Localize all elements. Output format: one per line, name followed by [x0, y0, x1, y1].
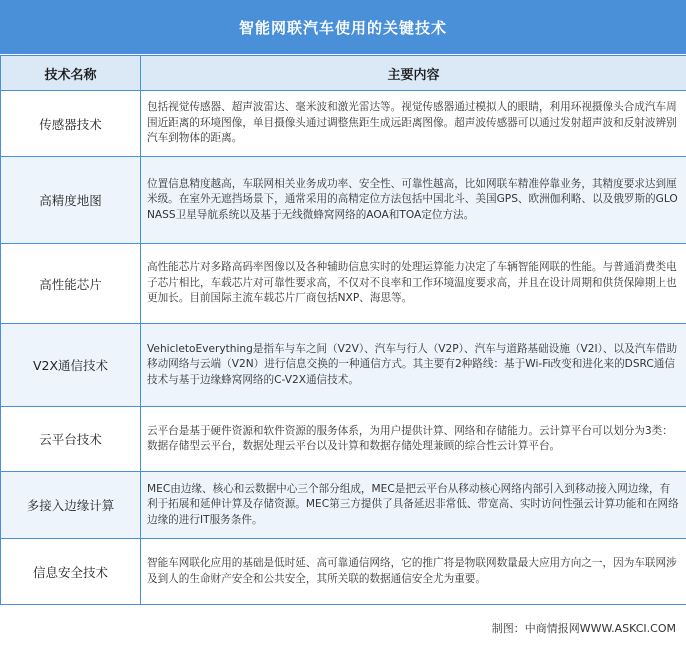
page-title: 智能网联汽车使用的关键技术	[238, 18, 447, 37]
tech-name-cell: 多接入边缘计算	[1, 472, 141, 539]
header-tech-name: 技术名称	[1, 56, 141, 91]
title-bar	[0, 0, 686, 54]
tech-name-cell: 传感器技术	[1, 91, 141, 157]
tech-content-cell: 云平台是基于硬件资源和软件资源的服务体系，为用户提供计算、网络和存储能力。云计算平台可以划分为3类：数据存储型云平台，数据处理云平台以及计算和数据存储处理兼顾的综合性云计算平台。	[141, 407, 686, 472]
tech-name-cell: 高精度地图	[1, 157, 141, 244]
tech-table	[0, 55, 686, 605]
tech-content-cell: MEC由边缘、核心和云数据中心三个部分组成，MEC是把云平台从移动核心网络内部引入到移动接入网边缘，有利于拓展和延伸计算及存储资源。MEC第三方提供了具备延迟非常低、带宽高、实时访问性强云计算功能和在网络边缘的进行IT服务条件。	[141, 472, 686, 539]
table-row	[1, 324, 686, 407]
header-main-content: 主要内容	[141, 56, 686, 91]
table-row	[1, 244, 686, 324]
tech-name-cell: 高性能芯片	[1, 244, 141, 324]
tech-name-cell: V2X通信技术	[1, 324, 141, 407]
tech-name-cell: 云平台技术	[1, 407, 141, 472]
table-row	[1, 407, 686, 472]
table-row	[1, 472, 686, 539]
table-row	[1, 91, 686, 157]
tech-content-cell: VehicletoEverything是指车与车之间（V2V）、汽车与行人（V2P）、汽车与道路基础设施（V2I）、以及汽车借助移动网络与云端（V2N）进行信息交换的一种通信方式。其主要有2种路线：基于Wi-Fi改变和进化来的DSRC通信技术与基于边缘蜂窝网络的C-V2X通信技术。	[141, 324, 686, 407]
tech-content-cell: 位置信息精度越高，车联网相关业务成功率、安全性、可靠性越高，比如网联车精准停靠业务，其精度要求达到厘米级。在室外无遮挡场景下，通常采用的高精定位方法包括中国北斗、美国GPS、欧洲伽利略、以及俄罗斯的GLONASS卫星导航系统以及基于无线微蜂窝网络的AOA和TOA定位方法。	[141, 157, 686, 244]
table-header-row	[1, 56, 686, 91]
source-credit: 制图：中商情报网WWW.ASKCI.COM	[491, 622, 676, 635]
tech-content-cell: 高性能芯片对多路高码率图像以及各种辅助信息实时的处理运算能力决定了车辆智能网联的性能。与普通消费类电子芯片相比，车载芯片对可靠性要求高，不仅对不良率和工作环境温度要求高，并且在设计周期和供货保障期上也更加长。目前国际主流车载芯片厂商包括NXP、海思等。	[141, 244, 686, 324]
table-row	[1, 157, 686, 244]
tech-name-cell: 信息安全技术	[1, 539, 141, 605]
table-row	[1, 539, 686, 605]
tech-content-cell: 包括视觉传感器、超声波雷达、毫米波和激光雷达等。视觉传感器通过模拟人的眼睛，利用环视摄像头合成汽车周围近距离的环境图像，单目摄像头通过调整焦距生成远距离图像。超声波传感器可以通过发射超声波和反射波辨别汽车到物体的距离。	[141, 91, 686, 157]
tech-content-cell: 智能车网联化应用的基础是低时延、高可靠通信网络，它的推广将是物联网数量最大应用方向之一，因为车联网涉及到人的生命财产安全和公共安全，其所关联的数据通信安全尤为重要。	[141, 539, 686, 605]
